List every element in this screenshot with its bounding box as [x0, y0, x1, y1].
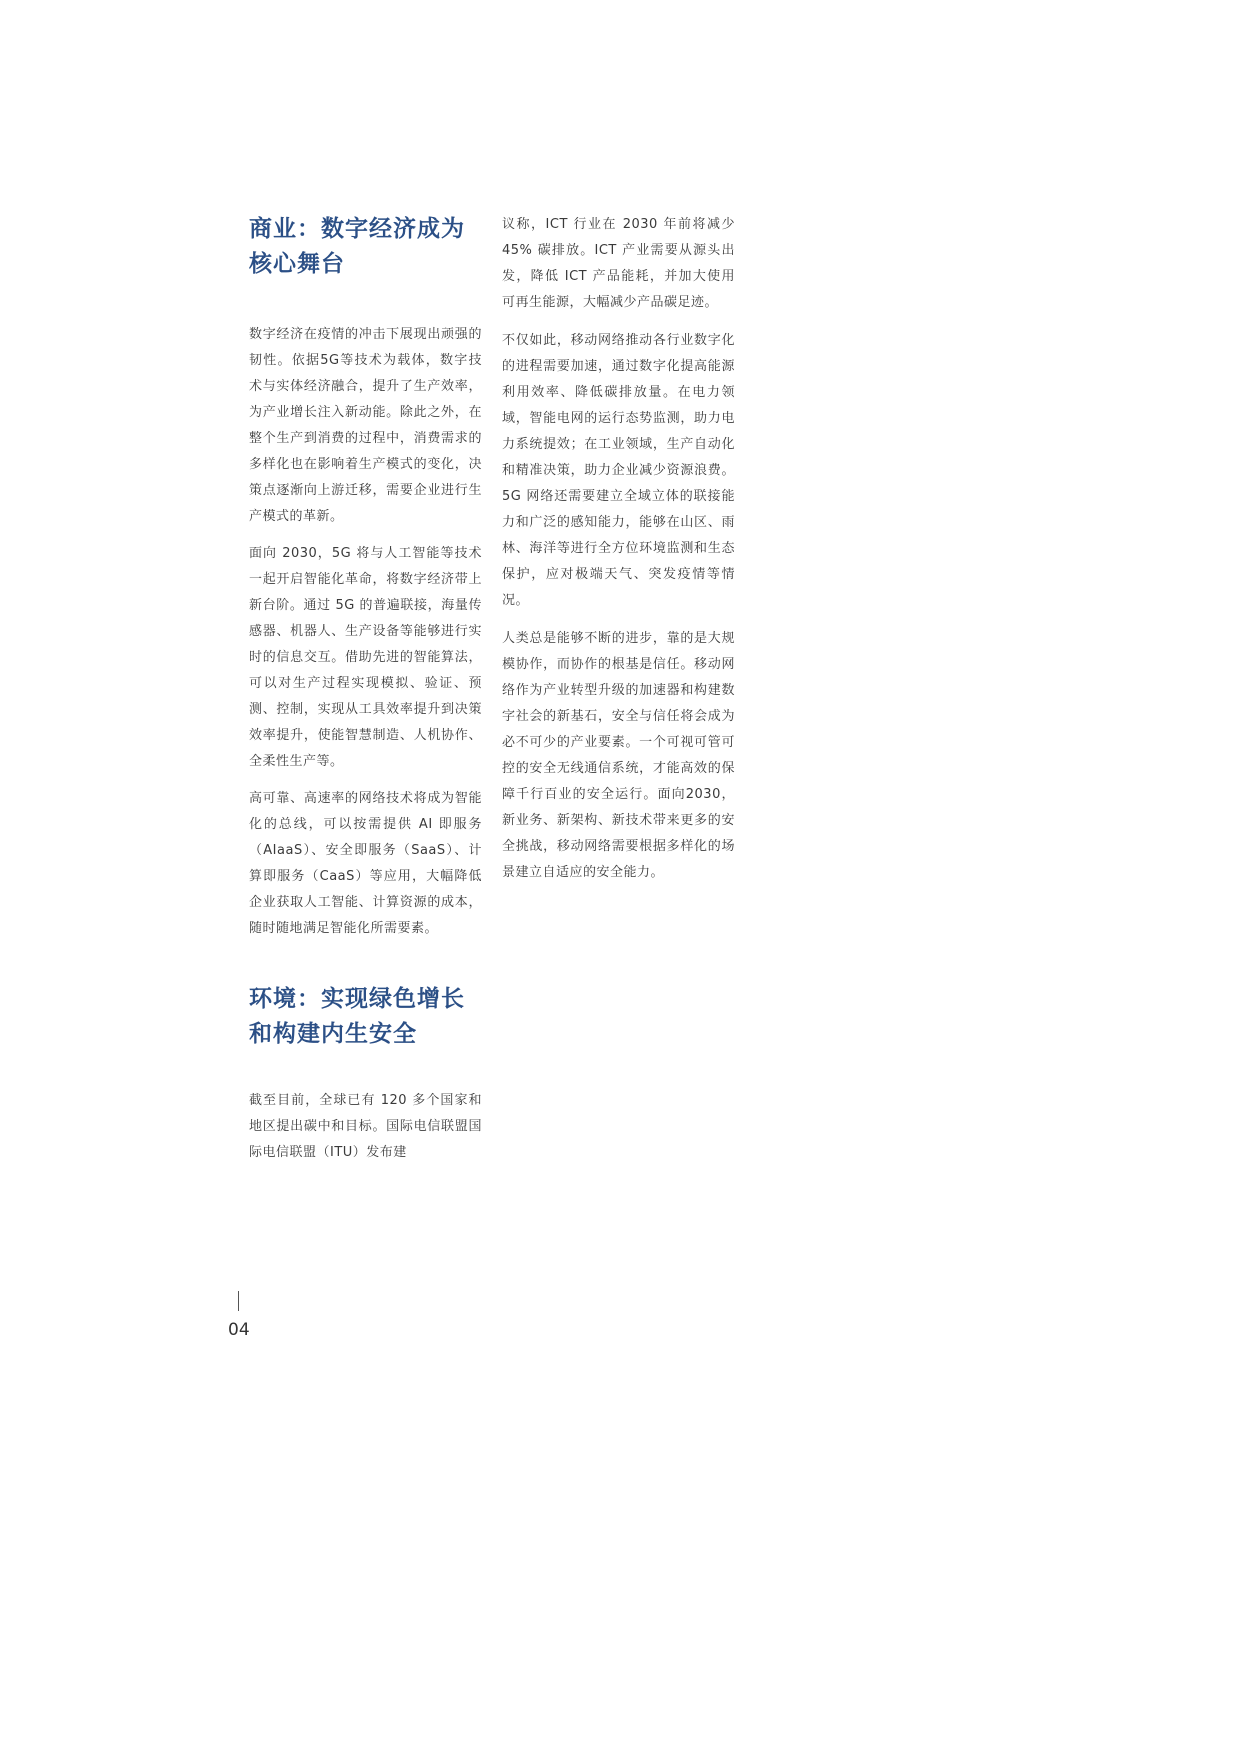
paragraph: 面向 2030，5G 将与人工智能等技术一起开启智能化革命，将数字经济带上新台阶。通过 5G 的普遍联接，海量传感器、机器人、生产设备等能够进行实时的信息交互。借助先进的智能算法，可以对生产过程实现模拟、验证、预测、控制，实现从工具效率提升到决策效率提升，使能智慧制造、人机协作、全柔性生产等。 [249, 546, 482, 769]
section-heading-commerce: 商业：数字经济成为核心舞台 [249, 216, 465, 277]
page-number: 04 [228, 1320, 250, 1340]
left-column [249, 212, 482, 1177]
page-number-divider [238, 1291, 239, 1311]
paragraph: 截至目前，全球已有 120 多个国家和地区提出碳中和目标。国际电信联盟国际电信联盟（ITU）发布建 [249, 1093, 482, 1160]
paragraph: 数字经济在疫情的冲击下展现出顽强的韧性。依据5G等技术为载体，数字技术与实体经济融合，提升了生产效率，为产业增长注入新动能。除此之外，在整个生产到消费的过程中，消费需求的多样化也在影响着生产模式的变化，决策点逐渐向上游迁移，需要企业进行生产模式的革新。 [249, 327, 482, 524]
section-heading-environment: 环境：实现绿色增长和构建内生安全 [249, 986, 465, 1047]
paragraph: 人类总是能够不断的进步，靠的是大规模协作，而协作的根基是信任。移动网络作为产业转型升级的加速器和构建数字社会的新基石，安全与信任将会成为必不可少的产业要素。一个可视可管可控的安全无线通信系统，才能高效的保障千行百业的安全运行。面向2030，新业务、新架构、新技术带来更多的安全挑战，移动网络需要根据多样化的场景建立自适应的安全能力。 [502, 631, 735, 880]
paragraph: 高可靠、高速率的网络技术将成为智能化的总线，可以按需提供 AI 即服务（AIaaS）、安全即服务（SaaS）、计算即服务（CaaS）等应用，大幅降低企业获取人工智能、计算资源的成本，随时随地满足智能化所需要素。 [249, 791, 482, 936]
paragraph: 议称，ICT 行业在 2030 年前将减少 45% 碳排放。ICT 产业需要从源头出发，降低 ICT 产品能耗，并加大使用可再生能源，大幅减少产品碳足迹。 [502, 217, 735, 310]
right-column [502, 212, 735, 898]
paragraph: 不仅如此，移动网络推动各行业数字化的进程需要加速，通过数字化提高能源利用效率、降低碳排放量。在电力领域，智能电网的运行态势监测，助力电力系统提效；在工业领域，生产自动化和精准决策，助力企业减少资源浪费。5G 网络还需要建立全域立体的联接能力和广泛的感知能力，能够在山区、雨林、海洋等进行全方位环境监测和生态保护，应对极端天气、突发疫情等情况。 [502, 333, 735, 608]
